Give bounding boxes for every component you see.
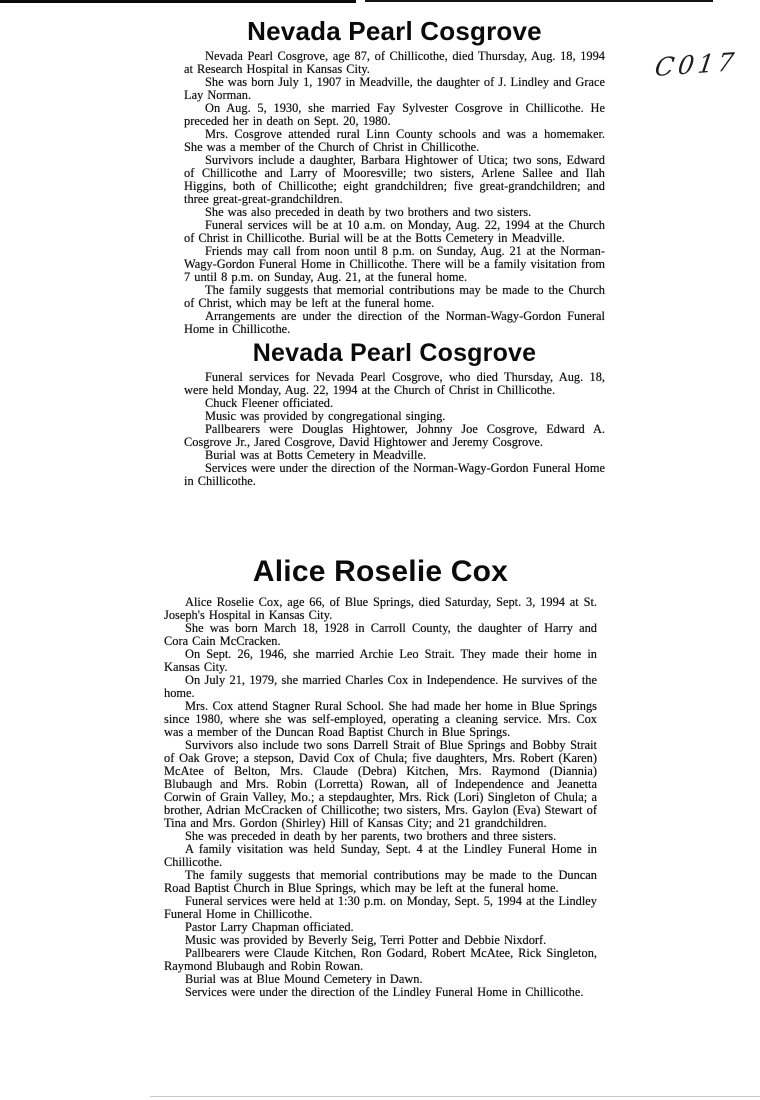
obituary-paragraph: Friends may call from noon until 8 p.m. on Sunday, Aug. 21 at the Norman-Wagy-Gordon Funeral Home in Chillicothe. There will be a family visitation from 7 until 8 p.m. on Sunday, Aug. 21, at the funeral home.: [184, 244, 605, 284]
obituary-paragraph: She was born July 1, 1907 in Meadville, the daughter of J. Lindley and Grace Lay Norman.: [184, 75, 605, 102]
obituary-paragraph: Alice Roselie Cox, age 66, of Blue Springs, died Saturday, Sept. 3, 1994 at St. Joseph's Hospital in Kansas City.: [164, 595, 597, 622]
obituary-paragraph: A family visitation was held Sunday, Sept. 4 at the Lindley Funeral Home in Chillicothe.: [164, 842, 597, 869]
clipping-column-cox: [164, 556, 597, 999]
handwritten-archive-code: C017: [653, 46, 740, 83]
obituary-paragraph: Chuck Fleener officiated.: [205, 396, 334, 410]
obituary-paragraph: Pastor Larry Chapman officiated.: [185, 920, 354, 934]
clipping-column-cosgrove: [184, 18, 605, 488]
obituary-article-cox: [164, 556, 597, 999]
obituary-paragraph: On Sept. 26, 1946, she married Archie Leo Strait. They made their home in Kansas City.: [164, 647, 597, 674]
obituary-paragraph: Nevada Pearl Cosgrove, age 87, of Chillicothe, died Thursday, Aug. 18, 1994 at Research Hospital in Kansas City.: [184, 49, 605, 76]
obituary-paragraph: Services were under the direction of the Lindley Funeral Home in Chillicothe.: [185, 985, 584, 999]
obituary-paragraph: Pallbearers were Claude Kitchen, Ron Godard, Robert McAtee, Rick Singleton, Raymond Blubaugh and Robin Rowan.: [164, 946, 597, 973]
obituary-title: Nevada Pearl Cosgrove: [247, 16, 542, 46]
obituary-paragraph: Funeral services for Nevada Pearl Cosgrove, who died Thursday, Aug. 18, were held Monday, Aug. 22, 1994 at the Church of Christ in Chillicothe.: [184, 370, 605, 397]
obituary-paragraph: Burial was at Botts Cemetery in Meadville.: [205, 448, 427, 462]
obituary-paragraph: The family suggests that memorial contributions may be made to the Church of Christ, which may be left at the funeral home.: [184, 283, 605, 310]
obituary-paragraph: On Aug. 5, 1930, she married Fay Sylvester Cosgrove in Chillicothe. He preceded her in death on Sept. 20, 1980.: [184, 101, 605, 128]
obituary-paragraph: Funeral services will be at 10 a.m. on Monday, Aug. 22, 1994 at the Church of Christ in Chillicothe. Burial will be at the Botts Cemetery in Meadville.: [184, 218, 605, 245]
obituary-paragraph: The family suggests that memorial contributions may be made to the Duncan Road Baptist Church in Blue Springs, which may be left at the funeral home.: [164, 868, 597, 895]
obituary-paragraph: Music was provided by Beverly Seig, Terri Potter and Debbie Nixdorf.: [185, 933, 547, 947]
scan-edge-artifact: [365, 0, 713, 2]
obituary-paragraph: On July 21, 1979, she married Charles Cox in Independence. He survives of the home.: [164, 673, 597, 700]
obituary-paragraph: Funeral services were held at 1:30 p.m. on Monday, Sept. 5, 1994 at the Lindley Funeral Home in Chillicothe.: [164, 894, 597, 921]
obituary-paragraph: Pallbearers were Douglas Hightower, Johnny Joe Cosgrove, Edward A. Cosgrove Jr., Jared Cosgrove, David Hightower and Jeremy Cosgrove.: [184, 422, 605, 449]
obituary-paragraph: Services were under the direction of the Norman-Wagy-Gordon Funeral Home in Chillicothe.: [184, 461, 605, 488]
obituary-paragraph: She was preceded in death by her parents, two brothers and three sisters.: [185, 829, 557, 843]
obituary-paragraph: Mrs. Cox attend Stagner Rural School. She had made her home in Blue Springs since 1980, where she was self-employed, operating a cleaning service. Mrs. Cox was a member of the Duncan Road Baptist Church in Blue Springs.: [164, 699, 597, 739]
obituary-title: Nevada Pearl Cosgrove: [252, 339, 537, 367]
scan-edge-artifact: [0, 0, 356, 3]
obituary-title: Alice Roselie Cox: [252, 555, 509, 588]
scan-fold-line: [150, 1096, 760, 1097]
obituary-paragraph: Burial was at Blue Mound Cemetery in Dawn.: [185, 972, 423, 986]
obituary-article-cosgrove-1: [184, 18, 605, 336]
obituary-paragraph: She was also preceded in death by two brothers and two sisters.: [205, 205, 532, 219]
obituary-paragraph: Survivors include a daughter, Barbara Hightower of Utica; two sons, Edward of Chillicothe and Larry of Mooresville; two sisters, Arlene Sallee and Ilah Higgins, both of Chillicothe; eight grandchildren; five great-grandchildren; and three great-great-grandchildren.: [184, 153, 605, 206]
obituary-paragraph: Mrs. Cosgrove attended rural Linn County schools and was a homemaker. She was a member of the Church of Christ in Chillicothe.: [184, 127, 605, 154]
obituary-paragraph: She was born March 18, 1928 in Carroll County, the daughter of Harry and Cora Cain McCracken.: [164, 621, 597, 648]
obituary-article-cosgrove-2: [184, 341, 605, 488]
obituary-paragraph: Survivors also include two sons Darrell Strait of Blue Springs and Bobby Strait of Oak Grove; a stepson, David Cox of Chula; five daughters, Mrs. Robert (Karen) McAtee of Belton, Mrs. Claude (Debra) Kitchen, Mrs. Raymond (Diannia) Blubaugh and Mrs. Robin (Lorretta) Rowan, all of Independence and Jeanetta Corwin of Grain Valley, Mo.; a stepdaughter, Mrs. Rick (Lori) Singleton of Chula; a brother, Adrian McCracken of Chillicothe; two sisters, Mrs. Gaylon (Eva) Stewart of Tina and Mrs. Gordon (Shirley) Hill of Kansas City; and 21 grandchildren.: [164, 738, 597, 830]
obituary-paragraph: Arrangements are under the direction of the Norman-Wagy-Gordon Funeral Home in Chillicothe.: [184, 309, 605, 336]
obituary-paragraph: Music was provided by congregational singing.: [205, 409, 446, 423]
